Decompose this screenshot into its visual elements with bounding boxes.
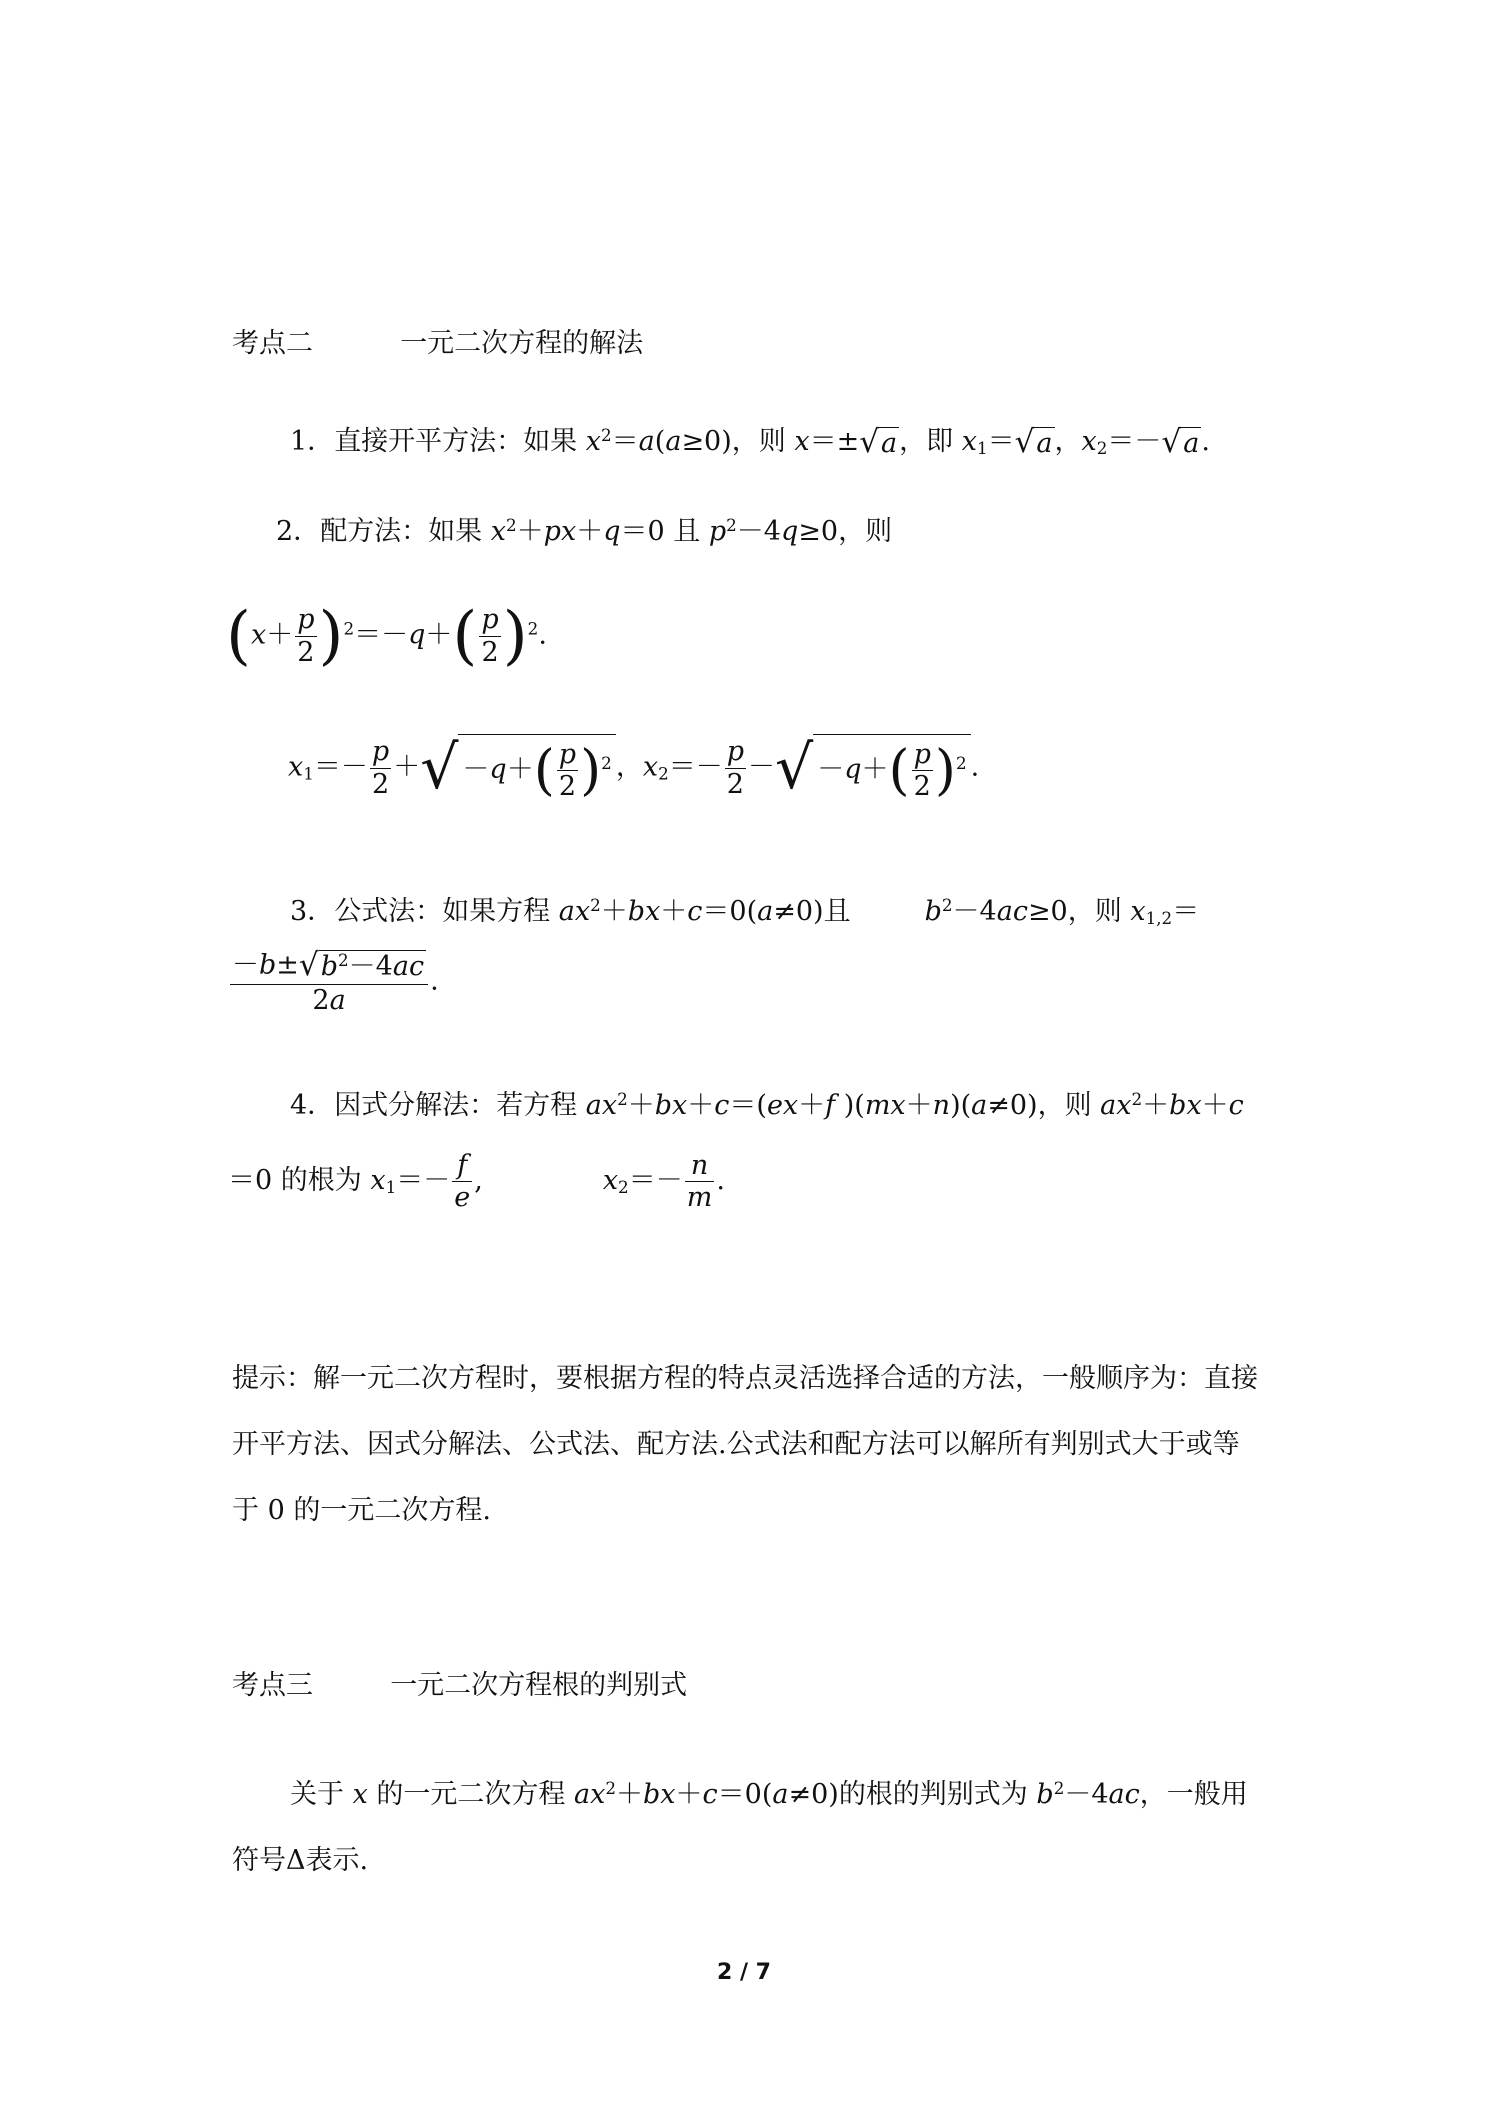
section-heading-2 (232, 328, 643, 360)
item-4-factoring: 4．因式分解法：若方程 $ax^2+bx+c=(ex+f$ )(mx＋n)(a≠0)，则 $ax^2+bx+c$ (290, 1088, 1244, 1121)
item-3-formula-method: 3．公式法：如果方程 $ax^2+bx+c=0(a\ne 0)$且 $b^2-4ac\ge 0$，则 $x_{1,2}=$ (290, 894, 1200, 929)
formula-4-roots: ＝0 的根为 $x_1=-$ $\frac{f}{e}$ , $x_2=-$ $\frac{n}{m}$ . (228, 1150, 725, 1214)
formula-2-square: (x＋ $\frac{p}{2}$ )$^2$＝－q＋( $\frac{p}{2}$ )$^2$. (226, 599, 547, 673)
formula-3-quadratic: $\frac{-b\pm√b^2-4ac}{2a}$ . (232, 947, 439, 1016)
item-1-name: 直接开平方法： (334, 426, 524, 458)
item-2-name: 配方法： (320, 516, 429, 547)
formula-1: $x^2=a(a\ge 0)$，则 x＝±√a，即 $x_1=√a$，$x_2=-√a$. (585, 424, 1210, 460)
item-4-name: 因式分解法： (334, 1090, 497, 1121)
section-title: 一元二次方程根的判别式 (390, 1670, 688, 1701)
formula-2-roots: $x_1=-$ $\frac{p}{2}$ ＋√ －q＋( $\frac{p}{2}$ )$^2$ ，$x_2=-$ $\frac{p}{2}$ －√ －q＋( $\frac{p}{2}$ )$^2$ . (288, 733, 980, 803)
item-3-name: 公式法： (334, 896, 443, 927)
section-title: 一元二次方程的解法 (400, 328, 644, 359)
item-1-direct-root: 1．直接开平方法：如果 $x^2=a(a\ge 0)$，则 x＝±√a，即 $x_1=√a$，$x_2=-√a$. (290, 424, 1210, 460)
formula-4-factor: $ax^2+bx+c=(ex+f$ )(mx＋n)(a≠0)，则 $ax^2+bx+c$ (585, 1088, 1244, 1121)
hint-paragraph: 提示：解一元二次方程时，要根据方程的特点灵活选择合适的方法，一般顺序为：直接开平方法、因式分解法、公式法、配方法.公式法和配方法可以解所有判别式大于或等于 0 的一元二次方程. (232, 1363, 1258, 1526)
page-number: 2 / 7 (717, 1960, 771, 1985)
section-label: 考点二 (232, 328, 313, 359)
formula-3-condition: $ax^2+bx+c=0(a\ne 0)$且 $b^2-4ac\ge 0$，则 $x_{1,2}=$ (558, 894, 1200, 929)
section-label: 考点三 (232, 1670, 313, 1701)
discriminant-paragraph: 关于 x 的一元二次方程 $ax^2+bx+c=0(a\ne 0)$的根的判别式为 $b^2-4ac$，一般用符号Δ表示. (232, 1777, 1248, 1876)
item-2-completing-square: 2．配方法：如果 $x^2+px+q=0$ 且 $p^2-4q\ge 0$，则 (276, 514, 893, 547)
section-heading-3 (232, 1670, 687, 1702)
formula-2-condition: $x^2+px+q=0$ 且 $p^2-4q\ge 0$，则 (490, 514, 893, 547)
